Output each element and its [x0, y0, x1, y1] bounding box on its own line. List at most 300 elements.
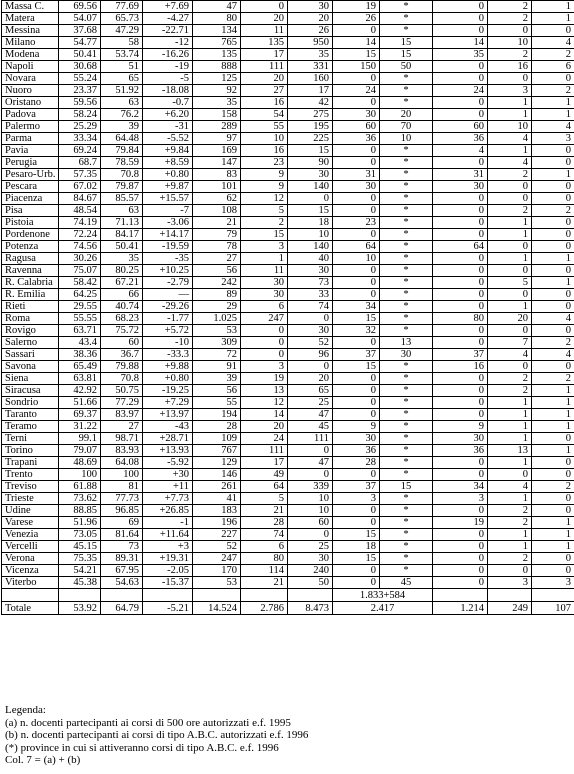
- value-cell: 64.08: [101, 457, 143, 469]
- value-cell: 25: [288, 397, 333, 409]
- value-cell: *: [380, 493, 433, 505]
- value-cell: 0: [333, 409, 380, 421]
- province-name-cell: Salerno: [2, 337, 59, 349]
- value-cell: -19.25: [143, 385, 193, 397]
- value-cell: 37.68: [59, 25, 101, 37]
- value-cell: 23: [333, 217, 380, 229]
- value-cell: 0: [333, 193, 380, 205]
- value-cell: 65: [101, 73, 143, 85]
- value-cell: 67.95: [101, 565, 143, 577]
- table-row: [2, 97, 574, 109]
- value-cell: +11.64: [143, 529, 193, 541]
- province-name-cell: Torino: [2, 445, 59, 457]
- value-cell: 135: [241, 37, 288, 49]
- province-name-cell: Pisa: [2, 205, 59, 217]
- province-name-cell: Napoli: [2, 61, 59, 73]
- table-row: [2, 505, 574, 517]
- value-cell: 114: [241, 565, 288, 577]
- value-cell: 0: [333, 373, 380, 385]
- value-cell: 55: [193, 397, 241, 409]
- value-cell: +7.73: [143, 493, 193, 505]
- province-name-cell: Potenza: [2, 241, 59, 253]
- value-cell: 80: [433, 313, 488, 325]
- value-cell: 0: [333, 25, 380, 37]
- value-cell: 36: [333, 445, 380, 457]
- value-cell: 50.75: [101, 385, 143, 397]
- value-cell: 1: [488, 409, 532, 421]
- value-cell: 0: [532, 493, 574, 505]
- table-row: [2, 121, 574, 133]
- value-cell: 0: [333, 229, 380, 241]
- value-cell: 71.13: [101, 217, 143, 229]
- value-cell: 4: [532, 349, 574, 361]
- value-cell: *: [380, 421, 433, 433]
- value-cell: 36: [333, 133, 380, 145]
- value-cell: 55: [241, 121, 288, 133]
- value-cell: 55.24: [59, 73, 101, 85]
- value-cell: 1: [532, 109, 574, 121]
- value-cell: *: [380, 313, 433, 325]
- province-name-cell: Rieti: [2, 301, 59, 313]
- value-cell: 85.57: [101, 193, 143, 205]
- value-cell: 77.73: [101, 493, 143, 505]
- value-cell: *: [380, 85, 433, 97]
- value-cell: 15: [333, 529, 380, 541]
- value-cell: 79: [193, 229, 241, 241]
- value-cell: 45.15: [59, 541, 101, 553]
- province-name-cell: Ravenna: [2, 265, 59, 277]
- value-cell: 5: [241, 205, 288, 217]
- value-cell: -5: [143, 73, 193, 85]
- value-cell: +26.85: [143, 505, 193, 517]
- value-cell: 51.96: [59, 517, 101, 529]
- value-cell: *: [380, 505, 433, 517]
- value-cell: *: [380, 469, 433, 481]
- value-cell: 15: [241, 229, 288, 241]
- value-cell: 89: [193, 289, 241, 301]
- table-row: [2, 457, 574, 469]
- value-cell: 39: [193, 373, 241, 385]
- value-cell: 50.41: [101, 241, 143, 253]
- province-name-cell: Massa C.: [2, 1, 59, 13]
- table-row: [2, 169, 574, 181]
- value-cell: 0: [433, 505, 488, 517]
- value-cell: 0: [433, 469, 488, 481]
- table-row: [2, 445, 574, 457]
- table-row: [2, 241, 574, 253]
- province-name-cell: Modena: [2, 49, 59, 61]
- value-cell: 4: [433, 145, 488, 157]
- value-cell: 4: [532, 313, 574, 325]
- total-value-cell: 107: [532, 602, 574, 615]
- value-cell: 31: [433, 169, 488, 181]
- value-cell: -5.92: [143, 457, 193, 469]
- value-cell: 1: [488, 109, 532, 121]
- value-cell: -12: [143, 37, 193, 49]
- value-cell: 54.77: [59, 37, 101, 49]
- table-row: [2, 325, 574, 337]
- value-cell: 52: [193, 541, 241, 553]
- value-cell: 30: [241, 289, 288, 301]
- value-cell: 14: [433, 37, 488, 49]
- value-cell: 16: [488, 61, 532, 73]
- legend: [5, 704, 308, 767]
- value-cell: 15: [333, 553, 380, 565]
- legend-title: Legenda:: [5, 704, 46, 716]
- empty-cell: [101, 589, 143, 602]
- value-cell: 14: [241, 409, 288, 421]
- value-cell: 767: [193, 445, 241, 457]
- subtotal-cell: 1.833+584: [333, 589, 433, 602]
- value-cell: 9: [433, 421, 488, 433]
- value-cell: *: [380, 565, 433, 577]
- value-cell: 0: [532, 145, 574, 157]
- value-cell: 60: [333, 121, 380, 133]
- value-cell: 60: [288, 517, 333, 529]
- value-cell: 68.23: [101, 313, 143, 325]
- province-name-cell: Savona: [2, 361, 59, 373]
- value-cell: 0: [532, 181, 574, 193]
- value-cell: 24: [433, 85, 488, 97]
- empty-cell: [193, 589, 241, 602]
- province-name-cell: Viterbo: [2, 577, 59, 589]
- value-cell: 51: [101, 61, 143, 73]
- value-cell: +13.93: [143, 445, 193, 457]
- value-cell: 19: [333, 1, 380, 13]
- value-cell: 90: [288, 157, 333, 169]
- value-cell: 0: [333, 289, 380, 301]
- value-cell: -1: [143, 517, 193, 529]
- value-cell: -7: [143, 205, 193, 217]
- value-cell: 40: [288, 253, 333, 265]
- value-cell: 1: [532, 253, 574, 265]
- value-cell: 45: [380, 577, 433, 589]
- value-cell: -16.26: [143, 49, 193, 61]
- value-cell: 289: [193, 121, 241, 133]
- table-row: [2, 229, 574, 241]
- value-cell: 4: [488, 133, 532, 145]
- value-cell: 1: [488, 457, 532, 469]
- value-cell: 10: [288, 229, 333, 241]
- value-cell: 0: [532, 265, 574, 277]
- value-cell: 30: [333, 109, 380, 121]
- value-cell: 69.24: [59, 145, 101, 157]
- value-cell: 60: [101, 337, 143, 349]
- value-cell: 0: [532, 469, 574, 481]
- value-cell: 950: [288, 37, 333, 49]
- value-cell: 0: [488, 289, 532, 301]
- table-row: [2, 337, 574, 349]
- value-cell: 28: [193, 421, 241, 433]
- value-cell: 0: [333, 577, 380, 589]
- value-cell: 60: [433, 121, 488, 133]
- value-cell: *: [380, 169, 433, 181]
- table-row: [2, 469, 574, 481]
- value-cell: 0: [532, 457, 574, 469]
- value-cell: *: [380, 409, 433, 421]
- value-cell: 83.93: [101, 445, 143, 457]
- total-value-cell: 2.417: [333, 602, 433, 615]
- value-cell: 109: [193, 433, 241, 445]
- value-cell: 10: [241, 133, 288, 145]
- value-cell: 58.24: [59, 109, 101, 121]
- value-cell: +7.69: [143, 1, 193, 13]
- value-cell: 96.85: [101, 505, 143, 517]
- value-cell: 6: [532, 61, 574, 73]
- value-cell: 247: [241, 313, 288, 325]
- table-row: [2, 349, 574, 361]
- value-cell: 0: [532, 229, 574, 241]
- value-cell: 0: [333, 469, 380, 481]
- value-cell: 67.21: [101, 277, 143, 289]
- value-cell: -19: [143, 61, 193, 73]
- value-cell: 0: [433, 265, 488, 277]
- value-cell: 13: [241, 385, 288, 397]
- value-cell: *: [380, 13, 433, 25]
- value-cell: 0: [488, 361, 532, 373]
- value-cell: 96: [288, 349, 333, 361]
- value-cell: 4: [532, 121, 574, 133]
- table-row: [2, 49, 574, 61]
- value-cell: 0: [433, 553, 488, 565]
- value-cell: *: [380, 529, 433, 541]
- value-cell: 0: [333, 265, 380, 277]
- value-cell: *: [380, 433, 433, 445]
- value-cell: 0: [488, 181, 532, 193]
- province-name-cell: Varese: [2, 517, 59, 529]
- value-cell: 56: [193, 385, 241, 397]
- value-cell: 242: [193, 277, 241, 289]
- value-cell: 42.92: [59, 385, 101, 397]
- value-cell: 6: [241, 301, 288, 313]
- value-cell: *: [380, 373, 433, 385]
- value-cell: 20: [288, 13, 333, 25]
- value-cell: 2: [488, 505, 532, 517]
- value-cell: 30.26: [59, 253, 101, 265]
- value-cell: 0: [488, 25, 532, 37]
- table-body: [2, 1, 574, 615]
- value-cell: 0: [532, 193, 574, 205]
- total-value-cell: 8.473: [288, 602, 333, 615]
- value-cell: 0: [488, 73, 532, 85]
- value-cell: 59.56: [59, 97, 101, 109]
- value-cell: 30: [288, 553, 333, 565]
- value-cell: 70.8: [101, 169, 143, 181]
- value-cell: 83: [193, 169, 241, 181]
- value-cell: 27: [241, 85, 288, 97]
- value-cell: 6: [241, 541, 288, 553]
- value-cell: 23: [241, 157, 288, 169]
- value-cell: 20: [241, 73, 288, 85]
- value-cell: 73.62: [59, 493, 101, 505]
- value-cell: 73: [101, 541, 143, 553]
- value-cell: *: [380, 301, 433, 313]
- value-cell: 63: [101, 205, 143, 217]
- value-cell: -0.7: [143, 97, 193, 109]
- table-row: [2, 265, 574, 277]
- province-name-cell: Pescara: [2, 181, 59, 193]
- value-cell: 54.63: [101, 577, 143, 589]
- province-name-cell: Vercelli: [2, 541, 59, 553]
- province-name-cell: Trento: [2, 469, 59, 481]
- table-row: [2, 277, 574, 289]
- value-cell: 170: [193, 565, 241, 577]
- value-cell: 13: [380, 337, 433, 349]
- province-name-cell: Rovigo: [2, 325, 59, 337]
- value-cell: 129: [193, 457, 241, 469]
- value-cell: 10: [380, 133, 433, 145]
- value-cell: 146: [193, 469, 241, 481]
- value-cell: 45: [288, 421, 333, 433]
- value-cell: 74: [288, 301, 333, 313]
- value-cell: 261: [193, 481, 241, 493]
- value-cell: 78.59: [101, 157, 143, 169]
- value-cell: 12: [241, 397, 288, 409]
- value-cell: 80: [241, 553, 288, 565]
- value-cell: 79.84: [101, 145, 143, 157]
- table-row: [2, 433, 574, 445]
- table-row: [2, 61, 574, 73]
- value-cell: 17: [288, 85, 333, 97]
- value-cell: 30: [333, 433, 380, 445]
- value-cell: 47: [288, 409, 333, 421]
- value-cell: 62: [193, 193, 241, 205]
- value-cell: 183: [193, 505, 241, 517]
- value-cell: 26: [288, 25, 333, 37]
- value-cell: 1: [488, 217, 532, 229]
- value-cell: -15.37: [143, 577, 193, 589]
- value-cell: 36: [433, 133, 488, 145]
- value-cell: 14: [333, 37, 380, 49]
- value-cell: 765: [193, 37, 241, 49]
- value-cell: 1: [488, 421, 532, 433]
- value-cell: *: [380, 361, 433, 373]
- value-cell: 0: [433, 577, 488, 589]
- value-cell: 2: [488, 385, 532, 397]
- value-cell: 0: [288, 469, 333, 481]
- value-cell: 30: [288, 169, 333, 181]
- value-cell: 15: [333, 361, 380, 373]
- value-cell: 92: [193, 85, 241, 97]
- value-cell: 1: [488, 97, 532, 109]
- table-row: [2, 373, 574, 385]
- value-cell: +30: [143, 469, 193, 481]
- value-cell: 91: [193, 361, 241, 373]
- value-cell: 11: [241, 25, 288, 37]
- value-cell: 0: [433, 109, 488, 121]
- province-name-cell: Terni: [2, 433, 59, 445]
- value-cell: 0: [433, 301, 488, 313]
- value-cell: +15.57: [143, 193, 193, 205]
- value-cell: 0: [333, 73, 380, 85]
- value-cell: 1: [532, 397, 574, 409]
- province-name-cell: Siracusa: [2, 385, 59, 397]
- value-cell: 4: [488, 349, 532, 361]
- value-cell: 2: [532, 85, 574, 97]
- value-cell: 158: [193, 109, 241, 121]
- value-cell: 3: [532, 133, 574, 145]
- value-cell: 58.42: [59, 277, 101, 289]
- value-cell: 9: [241, 181, 288, 193]
- value-cell: +9.88: [143, 361, 193, 373]
- value-cell: 1: [488, 541, 532, 553]
- value-cell: 25.29: [59, 121, 101, 133]
- value-cell: 2: [488, 49, 532, 61]
- value-cell: 21: [241, 505, 288, 517]
- value-cell: *: [380, 553, 433, 565]
- value-cell: *: [380, 541, 433, 553]
- table-row: [2, 217, 574, 229]
- value-cell: 3: [333, 493, 380, 505]
- province-name-cell: Piacenza: [2, 193, 59, 205]
- value-cell: 150: [333, 61, 380, 73]
- value-cell: 1: [532, 445, 574, 457]
- value-cell: 3: [488, 577, 532, 589]
- value-cell: 169: [193, 145, 241, 157]
- value-cell: 30: [433, 433, 488, 445]
- value-cell: -2.79: [143, 277, 193, 289]
- value-cell: 1: [488, 145, 532, 157]
- value-cell: 30: [333, 181, 380, 193]
- province-name-cell: Udine: [2, 505, 59, 517]
- province-name-cell: Trieste: [2, 493, 59, 505]
- value-cell: 30: [433, 181, 488, 193]
- value-cell: 34: [333, 301, 380, 313]
- subtotal-row: [2, 589, 574, 602]
- value-cell: 1: [532, 421, 574, 433]
- value-cell: 69.37: [59, 409, 101, 421]
- value-cell: 30: [380, 349, 433, 361]
- value-cell: 240: [288, 565, 333, 577]
- value-cell: 80: [193, 13, 241, 25]
- value-cell: 1: [532, 385, 574, 397]
- value-cell: 3: [433, 493, 488, 505]
- value-cell: 10: [488, 121, 532, 133]
- province-name-cell: Padova: [2, 109, 59, 121]
- value-cell: 1: [488, 529, 532, 541]
- value-cell: 1: [532, 13, 574, 25]
- value-cell: 888: [193, 61, 241, 73]
- value-cell: 31.22: [59, 421, 101, 433]
- legend-note-col7: Col. 7 = (a) + (b): [5, 754, 81, 766]
- value-cell: 2: [488, 1, 532, 13]
- value-cell: 1: [532, 529, 574, 541]
- value-cell: 0: [433, 229, 488, 241]
- value-cell: 0: [433, 409, 488, 421]
- value-cell: 20: [288, 373, 333, 385]
- value-cell: -1.77: [143, 313, 193, 325]
- value-cell: +7.29: [143, 397, 193, 409]
- value-cell: 53.74: [101, 49, 143, 61]
- value-cell: 61.88: [59, 481, 101, 493]
- value-cell: 331: [288, 61, 333, 73]
- province-name-cell: Perugia: [2, 157, 59, 169]
- province-name-cell: Venezia: [2, 529, 59, 541]
- value-cell: 63.81: [59, 373, 101, 385]
- value-cell: 111: [241, 61, 288, 73]
- value-cell: 0: [288, 193, 333, 205]
- value-cell: 3: [241, 241, 288, 253]
- value-cell: 227: [193, 529, 241, 541]
- value-cell: 0: [532, 505, 574, 517]
- value-cell: 74.56: [59, 241, 101, 253]
- table-row: [2, 577, 574, 589]
- value-cell: 0: [433, 565, 488, 577]
- province-name-cell: Messina: [2, 25, 59, 37]
- province-name-cell: Pordenone: [2, 229, 59, 241]
- value-cell: 0: [333, 97, 380, 109]
- value-cell: 0: [488, 193, 532, 205]
